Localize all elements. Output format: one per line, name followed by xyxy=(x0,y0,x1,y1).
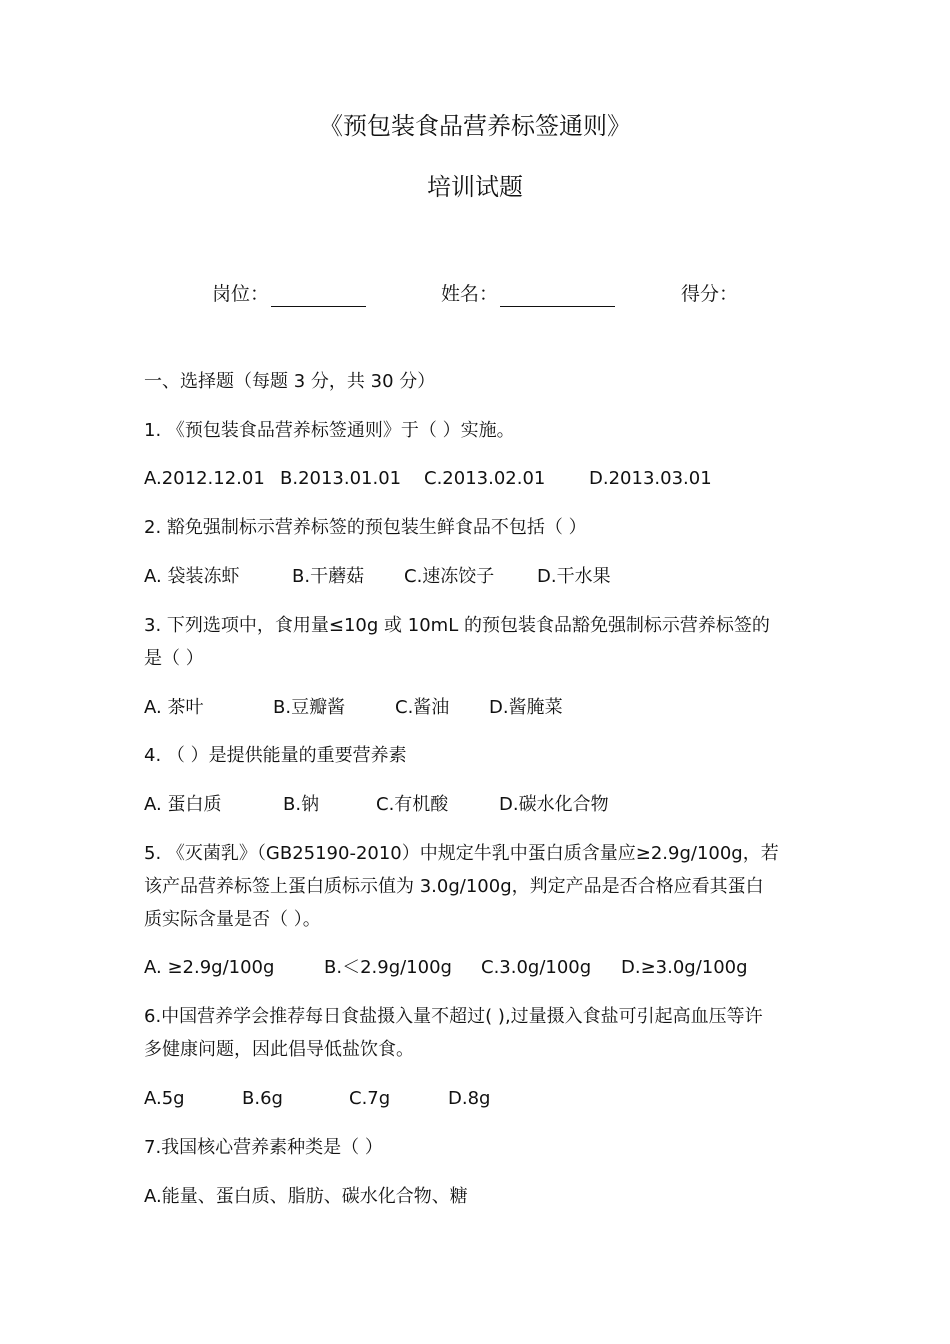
option-a: A.5g xyxy=(144,1088,185,1109)
option-d: D.酱腌菜 xyxy=(489,697,563,718)
question-5-stem-line2: 该产品营养标签上蛋白质标示值为 3.0g/100g，判定产品是否合格应看其蛋白 xyxy=(144,876,764,897)
question-3-stem-line1: 3. 下列选项中，食用量≤10g 或 10mL 的预包装食品豁免强制标示营养标签的 xyxy=(144,615,770,636)
option-a: A. ≥2.9g/100g xyxy=(144,957,275,978)
option-c: C.速冻饺子 xyxy=(404,566,495,587)
option-d: D.干水果 xyxy=(537,566,611,587)
option-b: B.＜2.9g/100g xyxy=(324,957,452,978)
option-a: A. 袋装冻虾 xyxy=(144,566,240,587)
name-blank[interactable] xyxy=(500,284,615,307)
question-4-stem: 4. （ ）是提供能量的重要营养素 xyxy=(144,745,407,766)
question-6-stem-line2: 多健康问题，因此倡导低盐饮食。 xyxy=(144,1039,414,1060)
question-3-stem-line2: 是（ ） xyxy=(144,648,204,669)
option-c: C.2013.02.01 xyxy=(424,468,546,489)
question-5-stem-line3: 质实际含量是否（ ）。 xyxy=(144,909,321,930)
question-7-stem: 7.我国核心营养素种类是（ ） xyxy=(144,1137,383,1158)
post-label: 岗位： xyxy=(212,283,270,305)
score-label: 得分： xyxy=(681,283,739,305)
option-d: D.≥3.0g/100g xyxy=(621,957,748,978)
post-blank[interactable] xyxy=(271,284,366,307)
option-b: B.干蘑菇 xyxy=(292,566,365,587)
option-b: B.2013.01.01 xyxy=(280,468,402,489)
option-a: A. 茶叶 xyxy=(144,697,204,718)
option-d: D.2013.03.01 xyxy=(589,468,712,489)
option-b: B.豆瓣酱 xyxy=(273,697,346,718)
option-b: B.6g xyxy=(242,1088,283,1109)
candidate-info-row xyxy=(0,281,950,311)
option-a: A. 蛋白质 xyxy=(144,794,222,815)
score-field xyxy=(681,281,738,307)
option-c: C.有机酸 xyxy=(376,794,449,815)
name-field xyxy=(441,281,615,307)
option-b: B.钠 xyxy=(283,794,320,815)
option-c: C.7g xyxy=(349,1088,391,1109)
option-d: D.8g xyxy=(448,1088,491,1109)
section-heading: 一、选择题（每题 3 分，共 30 分） xyxy=(144,371,436,392)
document-subtitle: 培训试题 xyxy=(427,173,523,201)
option-d: D.碳水化合物 xyxy=(499,794,609,815)
name-label: 姓名： xyxy=(441,283,499,305)
question-5-stem-line1: 5. 《灭菌乳》（GB25190-2010）中规定牛乳中蛋白质含量应≥2.9g/100g，若 xyxy=(144,843,779,864)
option-a: A.2012.12.01 xyxy=(144,468,265,489)
option-c: C.3.0g/100g xyxy=(481,957,592,978)
question-2-stem: 2. 豁免强制标示营养标签的预包装生鲜食品不包括（ ） xyxy=(144,517,587,538)
option-a: A.能量、蛋白质、脂肪、碳水化合物、糖 xyxy=(144,1186,468,1207)
document-title: 《预包装食品营养标签通则》 xyxy=(319,112,631,140)
question-1-stem: 1. 《预包装食品营养标签通则》于（ ）实施。 xyxy=(144,420,515,441)
post-field xyxy=(212,281,366,307)
question-6-stem-line1: 6.中国营养学会推荐每日食盐摄入量不超过( ),过量摄入食盐可引起高血压等许 xyxy=(144,1006,763,1027)
option-c: C.酱油 xyxy=(395,697,450,718)
